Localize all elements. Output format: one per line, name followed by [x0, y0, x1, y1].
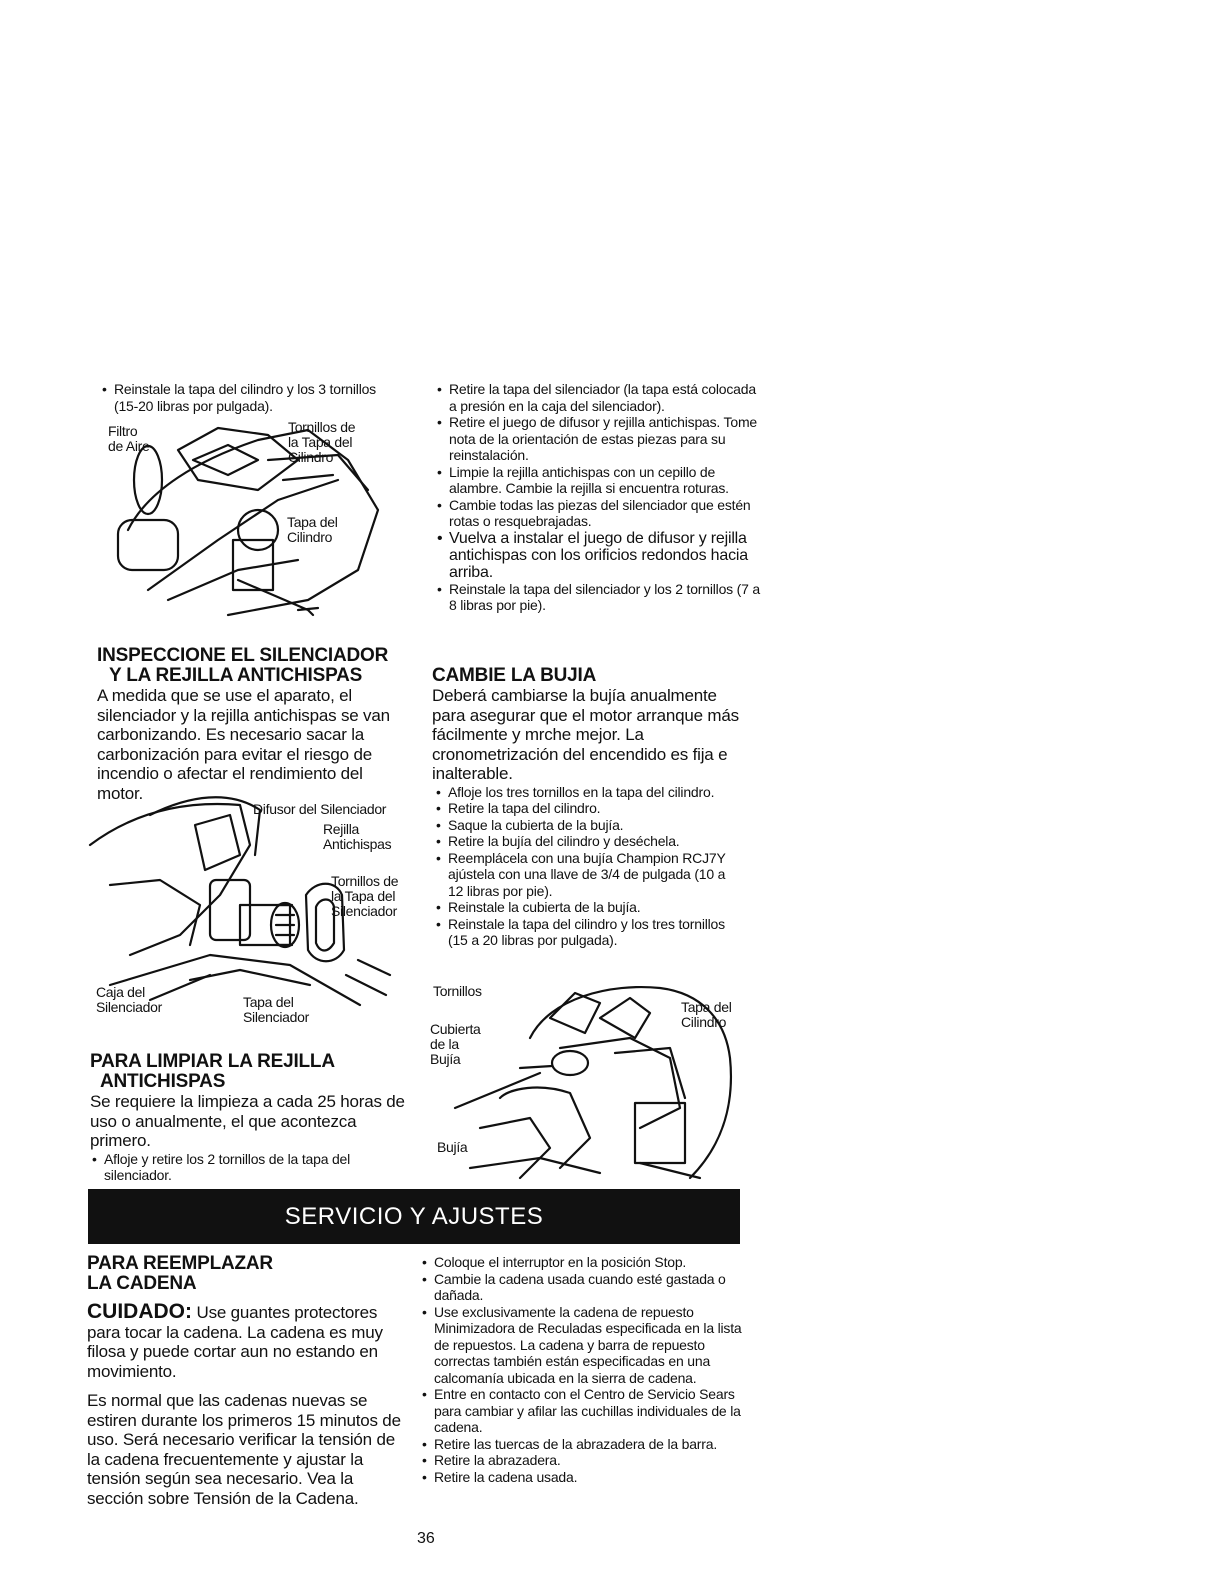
list-item: • Reinstale la tapa del silenciador y los 2 tornillos (7 a 8 libras por pie).	[435, 581, 760, 614]
cylinder-cover-bullets	[100, 381, 400, 414]
section-heading: CAMBIE LA BUJIA	[432, 665, 597, 686]
section-heading: PARA REEMPLAZAR LA CADENA	[87, 1253, 273, 1294]
cylinder-cover-label: Tapa del Cilindro	[681, 999, 732, 1030]
caution-label: CUIDADO:	[87, 1300, 192, 1323]
list-item: • Cambie todas las piezas del silenciador que estén rotas o resquebrajadas.	[435, 497, 760, 530]
list-item: • Retire la tapa del cilindro.	[434, 800, 734, 817]
list-item: • Vuelva a instalar el juego de difusor y rejilla antichispas con los orificios redondos hacia arriba.	[435, 530, 760, 581]
chain-replacement-section	[87, 1254, 412, 1508]
list-item: • Limpie la rejilla antichispas con un cepillo de alambre. Cambie la rejilla si encuentra roturas.	[435, 464, 760, 497]
list-item: • Entre en contacto con el Centro de Servicio Sears para cambiar y afilar las cuchillas individuales de la cadena.	[420, 1386, 745, 1436]
list-item: • Afloje y retire los 2 tornillos de la tapa del silenciador.	[90, 1151, 410, 1184]
list-item: • Reinstale la tapa del cilindro y los 3 tornillos (15-20 libras por pulgada).	[100, 381, 400, 414]
list-item: • Retire el juego de difusor y rejilla antichispas. Tome nota de la orientación de estas piezas para su reinstalación.	[435, 414, 760, 464]
list-item: • Retire la bujía del cilindro y deséchela.	[434, 833, 734, 850]
section-heading: INSPECCIONE EL SILENCIADOR Y LA REJILLA ANTICHISPAS	[97, 645, 389, 686]
section-heading: PARA LIMPIAR LA REJILLA ANTICHISPAS	[90, 1051, 335, 1092]
list-item: • Saque la cubierta de la bujía.	[434, 817, 734, 834]
spark-plug-text: Deberá cambiarse la bujía anualmente para asegurar que el motor arranque más fácilmente y mrche mejor. La cronometrización del encendido es fija e inalterable.	[432, 686, 739, 783]
list-item: • Reinstale la tapa del cilindro y los tres tornillos (15 a 20 libras por pulgada).	[434, 916, 734, 949]
muffler-inspection-text: A medida que se use el aparato, el silenciador y la rejilla antichispas se van carbonizando. Es necesario sacar la carbonización para evitar el riesgo de incendio o afectar el rendimiento del motor.	[97, 686, 390, 803]
cylinder-cover-label: Tapa del Cilindro	[287, 514, 338, 545]
muffler-steps-bullets	[435, 381, 760, 614]
page-number: 36	[417, 1530, 435, 1547]
screws-label: Tornillos	[433, 983, 482, 999]
list-item: • Reinstale la cubierta de la bujía.	[434, 899, 734, 916]
list-item: • Cambie la cadena usada cuando esté gastada o dañada.	[420, 1271, 745, 1304]
list-item: • Afloje los tres tornillos en la tapa del cilindro.	[434, 784, 734, 801]
list-item: • Retire la tapa del silenciador (la tapa está colocada a presión en la caja del silenciador).	[435, 381, 760, 414]
spark-plug-boot-label: Cubierta de la Bujía	[430, 1021, 481, 1067]
list-item: • Coloque el interruptor en la posición Stop.	[420, 1254, 745, 1271]
cylinder-cover-screws-label: Tornillos de la Tapa del Cilindro	[288, 419, 356, 465]
chain-stretch-text: Es normal que las cadenas nuevas se estiren durante los primeros 15 minutos de uso. Será necesario verificar la tensión de la cadena frecuentemente y ajustar la tensión según sea necesario. Vea la sección sobre Tensión de la Cadena.	[87, 1391, 401, 1508]
section-banner: SERVICIO Y AJUSTES	[88, 1189, 740, 1244]
chain-replacement-bullets	[420, 1254, 745, 1485]
muffler-cover-screws-label: Tornillos de la Tapa del Silenciador	[331, 873, 399, 919]
list-item: • Retire la abrazadera.	[420, 1452, 745, 1469]
air-filter-label: Filtro de Aire	[108, 423, 150, 454]
list-item: • Use exclusivamente la cadena de repuesto Minimizadora de Reculadas especificada en la lista de repuestos. La cadena y barra de repuesto correctas también están especificadas en una calcomanía ubicada en la sierra de cadena.	[420, 1304, 745, 1387]
screen-cleaning-section	[90, 1052, 420, 1184]
caution-paragraph	[87, 1302, 407, 1381]
list-item: • Retire la cadena usada.	[420, 1469, 745, 1486]
spark-plug-section	[432, 666, 762, 949]
muffler-body-label: Caja del Silenciador	[96, 984, 162, 1015]
chainsaw-cylinder-illustration	[108, 420, 408, 620]
spark-plug-label: Bujía	[437, 1139, 468, 1155]
muffler-inspection-section	[97, 646, 427, 803]
screen-cleaning-text: Se requiere la limpieza a cada 25 horas de uso o anualmente, el que acontezca primero.	[90, 1092, 405, 1150]
caution-text: Use guantes protectores para tocar la cadena. La cadena es muy filosa y puede cortar aun no estando en movimiento.	[87, 1303, 383, 1381]
list-item: • Reemplácela con una bujía Champion RCJ7Y ajústela con una llave de 3/4 de pulgada (10 a 12 libras por pie).	[434, 850, 734, 900]
spark-arrestor-screen-label: Rejilla Antichispas	[323, 821, 392, 852]
muffler-cover-label: Tapa del Silenciador	[243, 994, 309, 1025]
muffler-diffuser-label: Difusor del Silenciador	[253, 801, 387, 817]
spark-plug-bullets	[434, 784, 734, 949]
list-item: • Retire las tuercas de la abrazadera de la barra.	[420, 1436, 745, 1453]
screen-cleaning-bullets	[90, 1151, 410, 1184]
